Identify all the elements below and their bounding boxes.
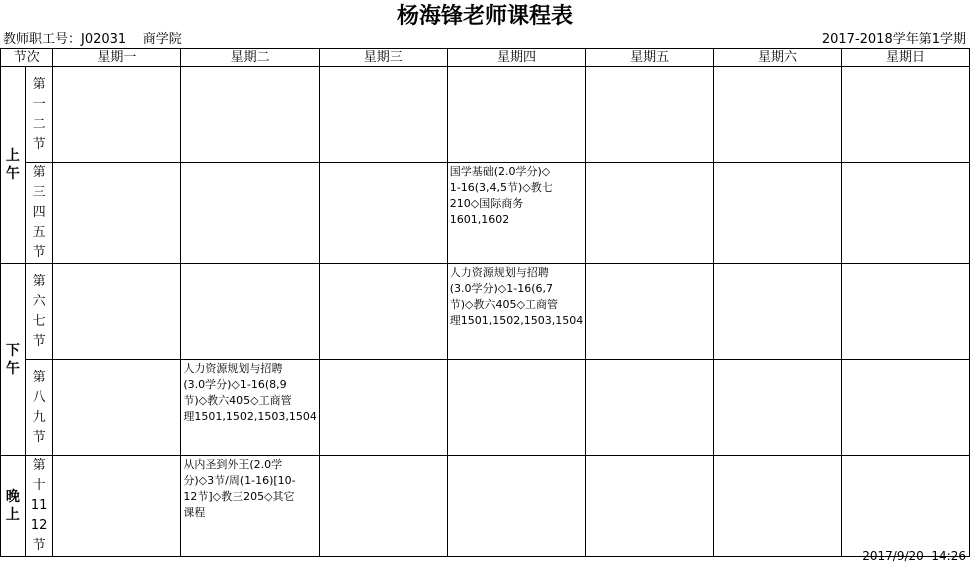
section-text: 第 八 九 节 bbox=[32, 369, 46, 445]
course-line: 12节]◇教三205◇其它 bbox=[183, 490, 295, 503]
cell-thu-2[interactable] bbox=[447, 163, 585, 264]
course-line: 节)◇教六405◇工商管 bbox=[449, 298, 558, 311]
timetable bbox=[0, 48, 970, 557]
cell-mon-1[interactable] bbox=[53, 67, 181, 163]
cell-sun-5[interactable] bbox=[842, 456, 970, 557]
day-header-sat: 星期六 bbox=[714, 49, 842, 67]
section-label bbox=[25, 456, 53, 557]
day-header-wed: 星期三 bbox=[319, 49, 447, 67]
header-row bbox=[1, 49, 970, 67]
cell-wed-3[interactable] bbox=[319, 264, 447, 360]
period-label: 晚 上 bbox=[5, 489, 20, 523]
table-row bbox=[1, 456, 970, 557]
course-line: 人力资源规划与招聘 bbox=[449, 266, 549, 279]
cell-fri-3[interactable] bbox=[586, 264, 714, 360]
period-afternoon bbox=[1, 264, 26, 456]
course-line: 人力资源规划与招聘 bbox=[183, 362, 283, 375]
section-label bbox=[25, 67, 53, 163]
cell-sun-2[interactable] bbox=[842, 163, 970, 264]
course-line: 1601,1602 bbox=[449, 213, 510, 226]
page-title: 杨海锋老师课程表 bbox=[396, 3, 573, 29]
course-line: 国学基础(2.0学分)◇ bbox=[449, 165, 551, 178]
course-line: 理1501,1502,1503,1504 bbox=[183, 410, 317, 423]
cell-mon-3[interactable] bbox=[53, 264, 181, 360]
course-line: 节)◇教六405◇工商管 bbox=[183, 394, 292, 407]
cell-fri-1[interactable] bbox=[586, 67, 714, 163]
cell-mon-2[interactable] bbox=[53, 163, 181, 264]
course-line: (3.0学分)◇1-16(6,7 bbox=[449, 282, 554, 295]
course-line: 课程 bbox=[183, 506, 206, 519]
term-info: 2017-2018学年第1学期 bbox=[821, 32, 966, 47]
table-row bbox=[1, 264, 970, 360]
table-row bbox=[1, 67, 970, 163]
section-label bbox=[25, 360, 53, 456]
print-timestamp: 2017/9/20 14:26 bbox=[862, 549, 966, 563]
cell-mon-4[interactable] bbox=[53, 360, 181, 456]
cell-fri-2[interactable] bbox=[586, 163, 714, 264]
table-row bbox=[1, 360, 970, 456]
cell-sun-3[interactable] bbox=[842, 264, 970, 360]
section-header: 节次 bbox=[1, 49, 53, 67]
course-line: 理1501,1502,1503,1504 bbox=[449, 314, 584, 327]
day-header-thu: 星期四 bbox=[447, 49, 585, 67]
cell-sun-4[interactable] bbox=[842, 360, 970, 456]
course-entry[interactable] bbox=[448, 163, 585, 228]
cell-wed-5[interactable] bbox=[319, 456, 447, 557]
day-header-sun: 星期日 bbox=[842, 49, 970, 67]
course-entry[interactable] bbox=[181, 360, 318, 425]
cell-mon-5[interactable] bbox=[53, 456, 181, 557]
cell-thu-4[interactable] bbox=[447, 360, 585, 456]
course-line: (3.0学分)◇1-16(8,9 bbox=[183, 378, 287, 391]
cell-sat-4[interactable] bbox=[714, 360, 842, 456]
section-label bbox=[25, 264, 53, 360]
cell-tue-5[interactable] bbox=[181, 456, 319, 557]
course-line: 分)◇3节/周(1-16)[10- bbox=[183, 474, 296, 487]
cell-wed-1[interactable] bbox=[319, 67, 447, 163]
cell-sat-3[interactable] bbox=[714, 264, 842, 360]
cell-sat-1[interactable] bbox=[714, 67, 842, 163]
cell-tue-1[interactable] bbox=[181, 67, 319, 163]
period-morning bbox=[1, 67, 26, 264]
cell-wed-4[interactable] bbox=[319, 360, 447, 456]
cell-sat-2[interactable] bbox=[714, 163, 842, 264]
cell-wed-2[interactable] bbox=[319, 163, 447, 264]
day-header-fri: 星期五 bbox=[586, 49, 714, 67]
section-text: 第 三 四 五 节 bbox=[32, 165, 46, 260]
period-label: 下 午 bbox=[5, 342, 20, 377]
cell-tue-4[interactable] bbox=[181, 360, 319, 456]
section-text: 第 六 七 节 bbox=[32, 273, 46, 349]
teacher-info: 教师职工号：J02031 商学院 bbox=[3, 32, 182, 47]
course-entry[interactable] bbox=[181, 456, 318, 521]
course-entry[interactable] bbox=[448, 264, 585, 329]
cell-thu-3[interactable] bbox=[447, 264, 585, 360]
cell-sun-1[interactable] bbox=[842, 67, 970, 163]
cell-thu-1[interactable] bbox=[447, 67, 585, 163]
cell-thu-5[interactable] bbox=[447, 456, 585, 557]
section-text: 第 一 二 节 bbox=[32, 76, 46, 152]
period-label: 上 午 bbox=[5, 148, 20, 182]
cell-tue-2[interactable] bbox=[181, 163, 319, 264]
course-line: 210◇国际商务 bbox=[449, 197, 524, 210]
cell-fri-5[interactable] bbox=[586, 456, 714, 557]
table-row bbox=[1, 163, 970, 264]
cell-sat-5[interactable] bbox=[714, 456, 842, 557]
cell-tue-3[interactable] bbox=[181, 264, 319, 360]
course-line: 1-16(3,4,5节)◇教七 bbox=[449, 181, 553, 194]
day-header-tue: 星期二 bbox=[181, 49, 319, 67]
course-line: 从内圣到外王(2.0学 bbox=[183, 458, 283, 471]
period-evening bbox=[1, 456, 26, 557]
cell-fri-4[interactable] bbox=[586, 360, 714, 456]
section-label bbox=[25, 163, 53, 264]
day-header-mon: 星期一 bbox=[53, 49, 181, 67]
section-text: 第 十 11 12 节 bbox=[30, 458, 48, 553]
